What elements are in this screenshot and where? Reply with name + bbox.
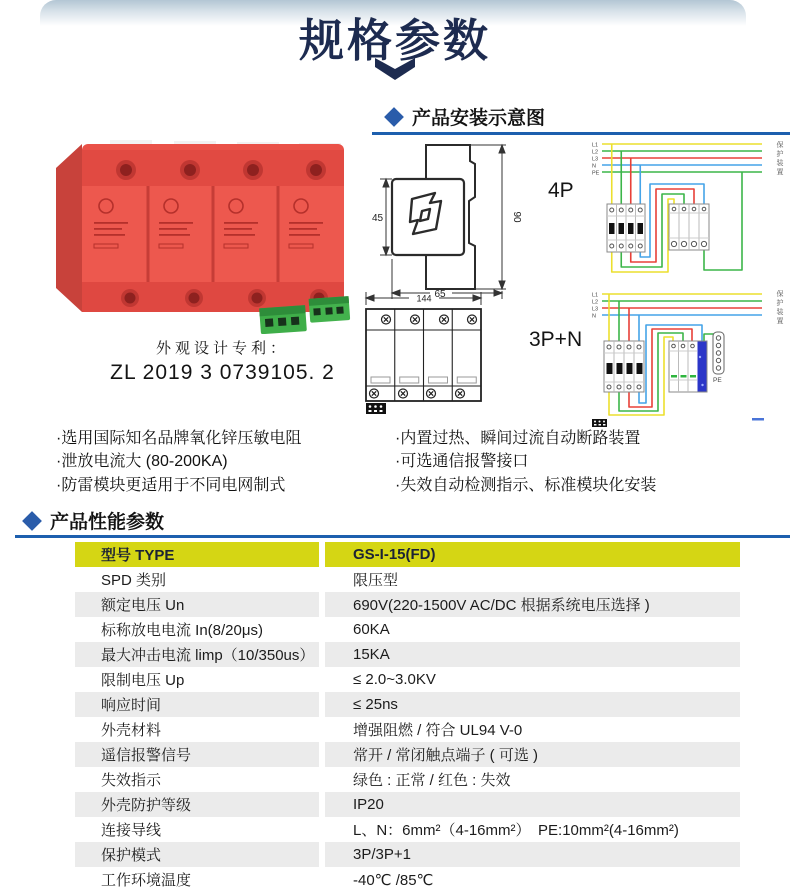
table-row — [75, 717, 740, 742]
table-row — [75, 617, 740, 642]
line-label-l3: L3 — [592, 306, 599, 313]
line-label-l2: L2 — [592, 299, 599, 306]
table-row — [75, 867, 740, 892]
params-section-title: 产品性能参数 — [50, 512, 165, 533]
feature-item: ·防雷模块更适用于不同电网制式 — [56, 476, 286, 494]
line-label-pe: PE — [592, 170, 600, 177]
spec-value: GS-I-15(FD) — [325, 542, 740, 567]
install-section-header — [387, 103, 545, 130]
pe-terminal-strip — [713, 332, 724, 374]
line-label-n: N — [592, 163, 596, 170]
spec-value: 3P/3P+1 — [325, 842, 740, 867]
spec-label: 额定电压 Un — [75, 592, 319, 617]
spec-label: 最大冲击电流 limp（10/350us） — [75, 642, 319, 667]
feature-item: ·选用国际知名品牌氧化锌压敏电阻 — [56, 430, 302, 447]
feature-item: ·泄放电流大 (80-200KA) — [56, 453, 228, 471]
spec-label: 外壳材料 — [75, 717, 319, 742]
bus-lines — [602, 294, 762, 315]
spec-value: -40℃ /85℃ — [325, 867, 740, 892]
front-view-drawing — [361, 289, 488, 427]
spec-label: 外壳防护等级 — [75, 792, 319, 817]
side-view-drawing — [372, 139, 524, 303]
wiring-diagram-3pn — [592, 287, 790, 431]
breaker-device — [604, 341, 644, 392]
pole-label-4p: 4P — [548, 179, 574, 202]
dim-90-label: 90 — [511, 211, 522, 223]
protection-device-label: 保护装置 — [776, 290, 783, 326]
spec-value: IP20 — [325, 792, 740, 817]
spec-value: ≤ 25ns — [325, 692, 740, 717]
install-section-title: 产品安装示意图 — [412, 108, 546, 129]
spec-value: 60KA — [325, 617, 740, 642]
line-label-l2: L2 — [592, 149, 599, 156]
table-row — [75, 767, 740, 792]
table-row — [75, 592, 740, 617]
spec-value: 绿色 : 正常 / 红色 : 失效 — [325, 767, 740, 792]
spd-device — [669, 204, 709, 250]
spec-value: 增强阻燃 / 符合 UL94 V-0 — [325, 717, 740, 742]
dim-45-label: 45 — [372, 213, 384, 224]
spec-label: 失效指示 — [75, 767, 319, 792]
install-section-underline — [372, 132, 790, 135]
patent-number: ZL 2019 3 0739105. 2 — [110, 361, 335, 384]
feature-list-right — [395, 427, 656, 497]
params-section-underline — [15, 535, 790, 538]
spec-value: L、N：6mm²（4-16mm²） PE:10mm²(4-16mm²) — [325, 817, 740, 842]
line-label-l1: L1 — [592, 142, 599, 149]
spec-label: 型号 TYPE — [75, 542, 319, 567]
line-label-l1: L1 — [592, 292, 599, 299]
patent-label: 外观设计专利： — [155, 340, 289, 357]
feature-item: ·内置过热、瞬间过流自动断路装置 — [395, 430, 641, 447]
spec-table — [75, 542, 740, 892]
spec-value: 限压型 — [325, 567, 740, 592]
line-label-n: N — [592, 313, 596, 320]
diamond-icon — [384, 107, 404, 127]
product-photo — [38, 114, 360, 334]
spec-value: 690V(220-1500V AC/DC 根据系统电压选择 ) — [325, 592, 740, 617]
dim-144-label: 144 — [416, 293, 432, 304]
spec-label: SPD 类别 — [75, 567, 319, 592]
spec-label: 标称放电电流 In(8/20μs) — [75, 617, 319, 642]
wire-drops — [612, 144, 641, 204]
spd-device — [669, 341, 707, 392]
wiring-diagram-4p-svg — [592, 137, 790, 285]
breaker-device — [607, 204, 645, 252]
table-row — [75, 742, 740, 767]
wiring-diagram-3pn-svg — [592, 287, 790, 431]
spec-value: 常开 / 常闭触点端子 ( 可选 ) — [325, 742, 740, 767]
spec-label: 限制电压 Up — [75, 667, 319, 692]
design-patent — [95, 337, 350, 385]
spec-label: 连接导线 — [75, 817, 319, 842]
spec-label: 响应时间 — [75, 692, 319, 717]
params-section-header — [25, 507, 164, 534]
table-row — [75, 567, 740, 592]
table-row — [75, 817, 740, 842]
feature-item: ·失效自动检测指示、标准模块化安装 — [395, 476, 657, 494]
spec-label: 遥信报警信号 — [75, 742, 319, 767]
line-label-l3: L3 — [592, 156, 599, 163]
pole-label-3pn: 3P+N — [529, 328, 583, 351]
dim-65-label: 65 — [434, 289, 446, 300]
chevron-down-icon — [372, 58, 418, 81]
table-row — [75, 667, 740, 692]
spec-label: 工作环境温度 — [75, 867, 319, 892]
table-row — [75, 642, 740, 667]
table-row — [75, 842, 740, 867]
protection-device-label: 保护装置 — [776, 141, 783, 177]
wire-stub — [752, 418, 764, 421]
page-title: 规格参数 — [298, 15, 491, 66]
table-header-row — [75, 542, 740, 567]
spec-value: ≤ 2.0~3.0KV — [325, 667, 740, 692]
terminal-block-icon — [366, 403, 386, 414]
diamond-icon — [22, 511, 42, 531]
feature-item: ·可选通信报警接口 — [395, 453, 529, 471]
spec-value: 15KA — [325, 642, 740, 667]
ground-terminal-icon — [592, 419, 607, 427]
table-row — [75, 692, 740, 717]
table-row — [75, 792, 740, 817]
spec-label: 保护模式 — [75, 842, 319, 867]
pe-terminal-label: PE — [713, 377, 722, 384]
feature-list-left — [56, 427, 301, 497]
wiring-diagram-4p — [592, 137, 790, 285]
bus-lines — [602, 144, 762, 172]
